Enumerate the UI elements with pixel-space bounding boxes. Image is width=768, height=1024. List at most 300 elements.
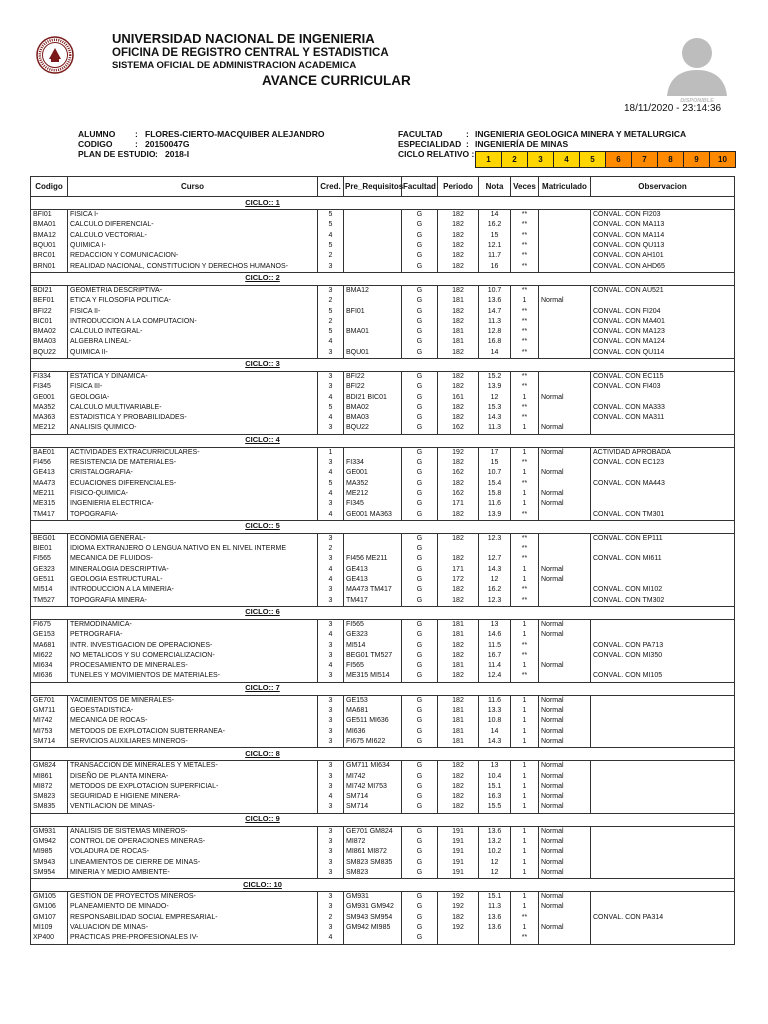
table-row xyxy=(31,837,735,847)
table-cell: 1 xyxy=(318,447,344,458)
table-cell: Normal xyxy=(539,857,591,867)
table-cell: CRISTALOGRAFIA- xyxy=(68,468,318,478)
table-cell: G xyxy=(402,651,438,661)
table-cell xyxy=(591,726,735,736)
table-cell: GEOLOGIA ESTRUCTURAL- xyxy=(68,575,318,585)
table-cell: Normal xyxy=(539,923,591,933)
table-cell: G xyxy=(402,892,438,903)
table-cell: 182 xyxy=(438,585,479,595)
table-cell: G xyxy=(402,348,438,359)
table-cell: G xyxy=(402,371,438,382)
plan-label: PLAN DE ESTUDIO xyxy=(78,149,156,159)
table-cell: Normal xyxy=(539,802,591,813)
page-title: AVANCE CURRICULAR xyxy=(262,73,411,88)
table-cell: CONVAL. CON QU113 xyxy=(591,241,735,251)
table-cell: CONTROL DE OPERACIONES MINERAS- xyxy=(68,837,318,847)
table-cell: CONVAL. CON MA123 xyxy=(591,327,735,337)
table-cell: 4 xyxy=(318,489,344,499)
table-cell: 11.4 xyxy=(479,661,511,671)
table-cell: SM823 xyxy=(31,792,68,802)
table-cell: ** xyxy=(511,285,539,296)
table-cell: 1 xyxy=(511,706,539,716)
table-cell: MI514 xyxy=(31,585,68,595)
table-cell xyxy=(591,782,735,792)
table-cell: MI861 xyxy=(31,771,68,781)
table-cell xyxy=(539,210,591,221)
table-cell: 1 xyxy=(511,489,539,499)
table-cell xyxy=(591,489,735,499)
table-cell: CONVAL. CON AU521 xyxy=(591,285,735,296)
table-cell: BRN01 xyxy=(31,261,68,272)
table-cell: G xyxy=(402,902,438,912)
table-cell: TM417 xyxy=(31,509,68,520)
table-cell: 1 xyxy=(511,726,539,736)
table-cell: 16 xyxy=(479,261,511,272)
table-cell: 182 xyxy=(438,596,479,607)
table-cell: 182 xyxy=(438,640,479,650)
table-row xyxy=(31,392,735,402)
table-cell: 182 xyxy=(438,231,479,241)
table-cell: 1 xyxy=(511,630,539,640)
table-cell: 15.1 xyxy=(479,892,511,903)
table-cell: ** xyxy=(511,913,539,923)
table-cell: ** xyxy=(511,585,539,595)
table-cell: 12 xyxy=(479,392,511,402)
table-cell: ME315 MI514 xyxy=(344,671,402,682)
table-cell: Normal xyxy=(539,489,591,499)
table-cell: 1 xyxy=(511,392,539,402)
table-cell: 181 xyxy=(438,706,479,716)
table-cell xyxy=(591,771,735,781)
university-seal-logo xyxy=(36,36,74,74)
table-cell: 3 xyxy=(318,847,344,857)
table-cell: TOPOGRAFIA MINERA- xyxy=(68,596,318,607)
table-row xyxy=(31,337,735,347)
table-cell: 2 xyxy=(318,296,344,306)
table-cell: INTR. INVESTIGACION DE OPERACIONES- xyxy=(68,640,318,650)
table-cell: 4 xyxy=(318,933,344,944)
table-cell xyxy=(539,285,591,296)
table-cell: 1 xyxy=(511,575,539,585)
cycle-label: CICLO:: 8 xyxy=(245,748,280,758)
table-cell: G xyxy=(402,509,438,520)
table-cell: 5 xyxy=(318,220,344,230)
table-cell: 182 xyxy=(438,913,479,923)
table-cell xyxy=(591,737,735,748)
table-cell: MI742 xyxy=(344,771,402,781)
table-row xyxy=(31,826,735,837)
table-cell: G xyxy=(402,285,438,296)
table-cell: CALCULO DIFERENCIAL- xyxy=(68,220,318,230)
table-cell: 3 xyxy=(318,868,344,879)
table-row xyxy=(31,533,735,544)
table-cell: FISICO-QUIMICA- xyxy=(68,489,318,499)
table-cell: 182 xyxy=(438,371,479,382)
table-cell: 11.3 xyxy=(479,423,511,434)
table-cell: 1 xyxy=(511,499,539,509)
table-row xyxy=(31,923,735,933)
table-cell: VOLADURA DE ROCAS- xyxy=(68,847,318,857)
table-cell xyxy=(344,231,402,241)
table-row xyxy=(31,868,735,879)
table-cell: G xyxy=(402,251,438,261)
table-cell: BFI01 xyxy=(31,210,68,221)
table-cell xyxy=(539,640,591,650)
table-cell: GE511 xyxy=(31,575,68,585)
table-cell: 191 xyxy=(438,847,479,857)
table-cell: GEOESTADISTICA- xyxy=(68,706,318,716)
table-cell: BQU01 xyxy=(344,348,402,359)
table-cell: CALCULO MULTIVARIABLE- xyxy=(68,403,318,413)
table-cell xyxy=(539,382,591,392)
table-cell: 182 xyxy=(438,285,479,296)
table-cell: 17 xyxy=(479,447,511,458)
table-cell: 10.7 xyxy=(479,285,511,296)
table-cell: GM711 xyxy=(31,706,68,716)
table-cell: 14 xyxy=(479,210,511,221)
table-row xyxy=(31,619,735,630)
table-row xyxy=(31,695,735,706)
table-cell: FISICA I- xyxy=(68,210,318,221)
table-cell: 11.6 xyxy=(479,499,511,509)
table-cell xyxy=(539,327,591,337)
table-cell: 181 xyxy=(438,630,479,640)
table-cell: 12.8 xyxy=(479,327,511,337)
table-cell: CALCULO VECTORIAL- xyxy=(68,231,318,241)
table-cell: 16.2 xyxy=(479,585,511,595)
table-row xyxy=(31,651,735,661)
table-cell: G xyxy=(402,847,438,857)
table-cell: CONVAL. CON PA314 xyxy=(591,913,735,923)
table-row xyxy=(31,447,735,458)
table-cell xyxy=(344,251,402,261)
table-cell: 1 xyxy=(511,857,539,867)
table-cell: G xyxy=(402,585,438,595)
table-row xyxy=(31,327,735,337)
table-cell: 13.9 xyxy=(479,509,511,520)
table-cell xyxy=(539,933,591,944)
table-cell xyxy=(591,802,735,813)
table-cell xyxy=(539,241,591,251)
table-cell: MI109 xyxy=(31,923,68,933)
table-cell: FI334 xyxy=(344,458,402,468)
table-cell xyxy=(591,468,735,478)
table-cell: BFI01 xyxy=(344,306,402,316)
table-cell: 15 xyxy=(479,231,511,241)
table-cell xyxy=(591,892,735,903)
table-cell: 13.6 xyxy=(479,913,511,923)
table-cell: 182 xyxy=(438,771,479,781)
plan-value: 2018-I xyxy=(165,149,190,159)
table-cell: CONVAL. CON AHD65 xyxy=(591,261,735,272)
table-cell: G xyxy=(402,913,438,923)
table-cell: CONVAL. CON MA401 xyxy=(591,317,735,327)
table-cell: Normal xyxy=(539,892,591,903)
table-cell: ** xyxy=(511,403,539,413)
table-row xyxy=(31,771,735,781)
table-cell: CONVAL. CON QU114 xyxy=(591,348,735,359)
table-cell: 1 xyxy=(511,619,539,630)
table-cell: 3 xyxy=(318,782,344,792)
table-row xyxy=(31,479,735,489)
table-cell: 5 xyxy=(318,210,344,221)
table-cell: ** xyxy=(511,220,539,230)
table-cell: Normal xyxy=(539,737,591,748)
table-cell: G xyxy=(402,771,438,781)
table-cell: 14 xyxy=(479,726,511,736)
table-cell: 16.8 xyxy=(479,337,511,347)
table-cell: 3 xyxy=(318,923,344,933)
table-cell: Normal xyxy=(539,575,591,585)
table-cell: ** xyxy=(511,651,539,661)
table-cell: 2 xyxy=(318,544,344,554)
table-cell: MI753 xyxy=(31,726,68,736)
cycle-header-row xyxy=(31,682,735,695)
table-cell: 13.9 xyxy=(479,382,511,392)
table-cell xyxy=(591,661,735,671)
table-cell: G xyxy=(402,392,438,402)
table-row xyxy=(31,706,735,716)
table-cell: 2 xyxy=(318,251,344,261)
table-cell: Normal xyxy=(539,837,591,847)
table-cell xyxy=(591,902,735,912)
table-row xyxy=(31,761,735,772)
table-cell: ECUACIONES DIFERENCIALES- xyxy=(68,479,318,489)
table-cell: SM714 xyxy=(344,802,402,813)
table-cell: BMA02 xyxy=(31,327,68,337)
table-cell: G xyxy=(402,479,438,489)
table-cell: METODOS DE EXPLOTACION SUBTERRANEA- xyxy=(68,726,318,736)
table-cell: G xyxy=(402,802,438,813)
table-cell: BIE01 xyxy=(31,544,68,554)
table-cell: 4 xyxy=(318,468,344,478)
table-cell: 172 xyxy=(438,575,479,585)
table-cell xyxy=(591,695,735,706)
table-row xyxy=(31,857,735,867)
table-cell xyxy=(539,554,591,564)
table-cell: Normal xyxy=(539,782,591,792)
table-cell: 5 xyxy=(318,306,344,316)
table-cell: 3 xyxy=(318,726,344,736)
table-cell: PRACTICAS PRE-PROFESIONALES IV- xyxy=(68,933,318,944)
table-cell: SM714 xyxy=(344,792,402,802)
table-cell: Normal xyxy=(539,423,591,434)
table-cell xyxy=(344,533,402,544)
table-cell: 3 xyxy=(318,596,344,607)
table-cell xyxy=(591,565,735,575)
table-cell: SM943 xyxy=(31,857,68,867)
table-cell: ME315 xyxy=(31,499,68,509)
table-cell xyxy=(539,585,591,595)
table-cell xyxy=(438,544,479,554)
table-row xyxy=(31,403,735,413)
table-cell: G xyxy=(402,241,438,251)
table-row xyxy=(31,792,735,802)
cycle-header-row xyxy=(31,520,735,533)
table-cell: METODOS DE EXPLOTACION SUPERFICIAL- xyxy=(68,782,318,792)
table-row xyxy=(31,716,735,726)
table-cell: 182 xyxy=(438,651,479,661)
table-cell: ACTIVIDAD APROBADA xyxy=(591,447,735,458)
especialidad-value: INGENIERÍA DE MINAS xyxy=(475,139,569,149)
table-cell: 3 xyxy=(318,857,344,867)
table-cell: ** xyxy=(511,933,539,944)
table-cell: ** xyxy=(511,327,539,337)
table-cell: GE323 xyxy=(31,565,68,575)
table-cell: 1 xyxy=(511,868,539,879)
table-cell: 4 xyxy=(318,630,344,640)
table-cell: BQU01 xyxy=(31,241,68,251)
table-cell: SM714 xyxy=(31,737,68,748)
table-cell: MA473 TM417 xyxy=(344,585,402,595)
table-cell: 12 xyxy=(479,868,511,879)
table-cell: 13.6 xyxy=(479,923,511,933)
table-cell: BMA12 xyxy=(31,231,68,241)
table-cell: 14.3 xyxy=(479,565,511,575)
table-cell: ALGEBRA LINEAL- xyxy=(68,337,318,347)
table-cell: 10.8 xyxy=(479,716,511,726)
table-cell: 181 xyxy=(438,337,479,347)
table-cell: 15.2 xyxy=(479,371,511,382)
table-cell: Normal xyxy=(539,630,591,640)
table-row xyxy=(31,499,735,509)
table-cell: BMA03 xyxy=(31,337,68,347)
table-cell: BFI22 xyxy=(344,382,402,392)
table-cell: 1 xyxy=(511,923,539,933)
cycle-box: 9 xyxy=(683,151,710,168)
table-cell: YACIMIENTOS DE MINERALES- xyxy=(68,695,318,706)
table-cell xyxy=(539,413,591,423)
table-cell: 11.6 xyxy=(479,695,511,706)
col-header: Nota xyxy=(479,177,511,197)
table-cell: 1 xyxy=(511,447,539,458)
table-cell: G xyxy=(402,837,438,847)
table-cell: 3 xyxy=(318,261,344,272)
table-cell: CONVAL. CON TM301 xyxy=(591,509,735,520)
table-cell: ** xyxy=(511,458,539,468)
table-cell: G xyxy=(402,671,438,682)
table-header-row xyxy=(31,177,735,197)
table-row xyxy=(31,585,735,595)
table-cell: 12.3 xyxy=(479,533,511,544)
table-cell: 3 xyxy=(318,892,344,903)
table-cell: SERVICIOS AUXILIARES MINEROS- xyxy=(68,737,318,748)
table-cell: GEOMETRIA DESCRIPTIVA- xyxy=(68,285,318,296)
table-cell xyxy=(539,261,591,272)
cycle-box: 6 xyxy=(605,151,632,168)
system-name: SISTEMA OFICIAL DE ADMINISTRACION ACADEMICA xyxy=(112,60,357,71)
table-row xyxy=(31,640,735,650)
table-cell: 14.3 xyxy=(479,737,511,748)
table-cell: ** xyxy=(511,317,539,327)
table-cell: MINERALOGIA DESCRIPTIVA- xyxy=(68,565,318,575)
table-cell: Normal xyxy=(539,706,591,716)
table-cell: 13.3 xyxy=(479,706,511,716)
table-row xyxy=(31,892,735,903)
table-cell: Normal xyxy=(539,716,591,726)
table-cell xyxy=(591,499,735,509)
table-cell: BEF01 xyxy=(31,296,68,306)
facultad-value: INGENIERIA GEOLOGICA MINERA Y METALURGICA xyxy=(475,129,687,139)
table-cell: 14.3 xyxy=(479,413,511,423)
table-row xyxy=(31,737,735,748)
table-cell: CONVAL. CON MA443 xyxy=(591,479,735,489)
cycle-label: CICLO:: 4 xyxy=(245,435,280,445)
table-row xyxy=(31,661,735,671)
table-cell xyxy=(539,458,591,468)
table-cell: G xyxy=(402,447,438,458)
table-cell: 182 xyxy=(438,695,479,706)
cycle-indicator xyxy=(475,151,735,168)
table-cell: 3 xyxy=(318,837,344,847)
cycle-box: 8 xyxy=(657,151,684,168)
table-row xyxy=(31,726,735,736)
table-cell: Normal xyxy=(539,902,591,912)
table-cell: 13.2 xyxy=(479,837,511,847)
table-cell: 2 xyxy=(318,913,344,923)
table-cell: 5 xyxy=(318,479,344,489)
col-header: Periodo xyxy=(438,177,479,197)
table-cell: G xyxy=(402,458,438,468)
table-cell xyxy=(591,716,735,726)
table-cell: BMA02 xyxy=(344,403,402,413)
table-cell: 181 xyxy=(438,716,479,726)
table-cell: Normal xyxy=(539,726,591,736)
table-cell: FISICA II- xyxy=(68,306,318,316)
table-cell: G xyxy=(402,533,438,544)
table-cell: G xyxy=(402,554,438,564)
table-cell: 182 xyxy=(438,210,479,221)
table-cell: REDACCION Y COMUNICACION- xyxy=(68,251,318,261)
table-cell: G xyxy=(402,596,438,607)
table-cell xyxy=(344,337,402,347)
table-cell: IDIOMA EXTRANJERO O LENGUA NATIVO EN EL NIVEL INTERME xyxy=(68,544,318,554)
table-cell: MI742 MI753 xyxy=(344,782,402,792)
table-cell: 162 xyxy=(438,489,479,499)
table-cell: 1 xyxy=(511,695,539,706)
table-cell: 182 xyxy=(438,261,479,272)
cycle-box: 7 xyxy=(631,151,658,168)
table-cell: GESTION DE PROYECTOS MINEROS- xyxy=(68,892,318,903)
table-cell xyxy=(539,544,591,554)
table-cell: 10.2 xyxy=(479,847,511,857)
table-cell: MECANICA DE ROCAS- xyxy=(68,716,318,726)
table-cell: 1 xyxy=(511,892,539,903)
table-cell: 1 xyxy=(511,716,539,726)
table-row xyxy=(31,251,735,261)
university-name: UNIVERSIDAD NACIONAL DE INGENIERIA xyxy=(112,31,375,46)
table-cell: Normal xyxy=(539,868,591,879)
table-cell: 11.7 xyxy=(479,251,511,261)
cycle-header-row xyxy=(31,358,735,371)
table-cell: GM931 xyxy=(31,826,68,837)
table-cell xyxy=(591,423,735,434)
table-cell: Normal xyxy=(539,826,591,837)
table-cell xyxy=(539,220,591,230)
table-cell xyxy=(539,403,591,413)
table-cell: INGENIERIA ELECTRICA- xyxy=(68,499,318,509)
table-cell: 1 xyxy=(511,423,539,434)
table-cell: CONVAL. CON EC123 xyxy=(591,458,735,468)
table-cell xyxy=(591,296,735,306)
table-cell: BMA01 xyxy=(31,220,68,230)
table-cell: CONVAL. CON AH101 xyxy=(591,251,735,261)
table-cell: ** xyxy=(511,413,539,423)
table-cell: GM942 MI985 xyxy=(344,923,402,933)
table-cell: BFI22 xyxy=(344,371,402,382)
table-cell: ** xyxy=(511,261,539,272)
table-cell: VENTILACION DE MINAS- xyxy=(68,802,318,813)
